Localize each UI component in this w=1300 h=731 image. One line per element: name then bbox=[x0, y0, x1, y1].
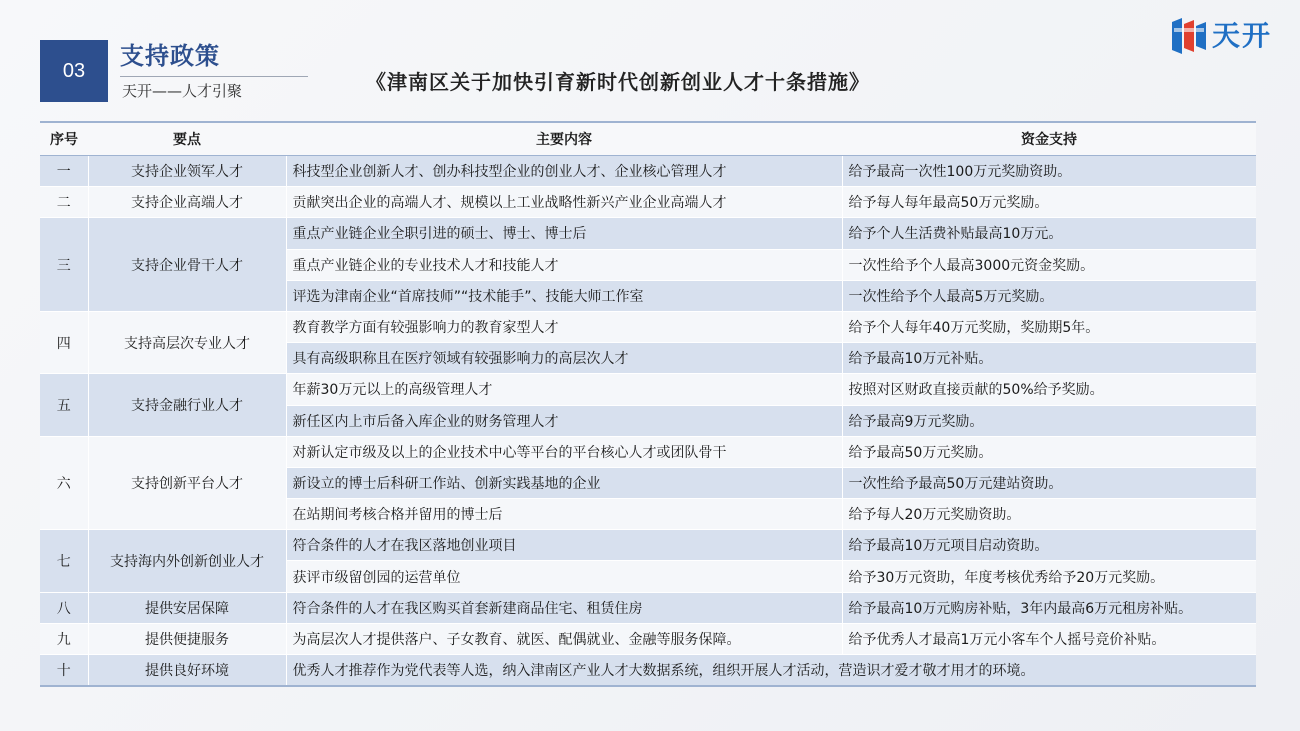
row-funding: 给予每人20万元奖励资助。 bbox=[842, 499, 1256, 530]
table-row bbox=[40, 623, 1256, 654]
row-content: 年薪30万元以上的高级管理人才 bbox=[286, 374, 842, 405]
row-content: 获评市级留创园的运营单位 bbox=[286, 561, 842, 592]
row-point: 支持海内外创新创业人才 bbox=[88, 530, 286, 592]
row-funding: 给予个人生活费补贴最高10万元。 bbox=[842, 218, 1256, 249]
row-point: 支持高层次专业人才 bbox=[88, 311, 286, 373]
row-number: 四 bbox=[40, 311, 88, 373]
row-point: 提供便捷服务 bbox=[88, 623, 286, 654]
row-point: 提供安居保障 bbox=[88, 592, 286, 623]
policy-table bbox=[40, 121, 1256, 687]
header-number: 序号 bbox=[40, 122, 88, 156]
table-header-row bbox=[40, 122, 1256, 156]
table-row bbox=[40, 374, 1256, 405]
table-row bbox=[40, 311, 1256, 342]
brand-logo-text: 天开 bbox=[1212, 19, 1273, 52]
row-number: 五 bbox=[40, 374, 88, 436]
table-row bbox=[40, 530, 1256, 561]
row-content: 符合条件的人才在我区落地创业项目 bbox=[286, 530, 842, 561]
row-funding: 给予最高10万元购房补贴，3年内最高6万元租房补贴。 bbox=[842, 592, 1256, 623]
row-point: 支持企业骨干人才 bbox=[88, 218, 286, 312]
header-funding: 资金支持 bbox=[842, 122, 1256, 156]
row-number: 二 bbox=[40, 187, 88, 218]
row-content: 优秀人才推荐作为党代表等人选，纳入津南区产业人才大数据系统，组织开展人才活动，营造识才爱才敬才用才的环境。 bbox=[286, 655, 1256, 687]
row-number: 六 bbox=[40, 436, 88, 530]
row-content: 教育教学方面有较强影响力的教育家型人才 bbox=[286, 311, 842, 342]
header-point: 要点 bbox=[88, 122, 286, 156]
row-number: 七 bbox=[40, 530, 88, 592]
row-content: 贡献突出企业的高端人才、规模以上工业战略性新兴产业企业高端人才 bbox=[286, 187, 842, 218]
section-divider bbox=[120, 76, 308, 77]
row-content: 科技型企业创新人才、创办科技型企业的创业人才、企业核心管理人才 bbox=[286, 156, 842, 187]
row-content: 在站期间考核合格并留用的博士后 bbox=[286, 499, 842, 530]
row-number: 九 bbox=[40, 623, 88, 654]
row-point: 支持金融行业人才 bbox=[88, 374, 286, 436]
table-row bbox=[40, 436, 1256, 467]
table-row bbox=[40, 218, 1256, 249]
row-funding: 给予最高9万元奖励。 bbox=[842, 405, 1256, 436]
row-funding: 按照对区财政直接贡献的50%给予奖励。 bbox=[842, 374, 1256, 405]
row-funding: 给予最高10万元项目启动资助。 bbox=[842, 530, 1256, 561]
row-funding: 给予最高一次性100万元奖励资助。 bbox=[842, 156, 1256, 187]
row-number: 十 bbox=[40, 655, 88, 687]
header-content: 主要内容 bbox=[286, 122, 842, 156]
row-funding: 给予最高50万元奖励。 bbox=[842, 436, 1256, 467]
row-number: 八 bbox=[40, 592, 88, 623]
row-funding: 给予优秀人才最高1万元小客车个人摇号竞价补贴。 bbox=[842, 623, 1256, 654]
row-content: 新任区内上市后备入库企业的财务管理人才 bbox=[286, 405, 842, 436]
table-row bbox=[40, 187, 1256, 218]
row-content: 具有高级职称且在医疗领域有较强影响力的高层次人才 bbox=[286, 343, 842, 374]
row-funding: 一次性给予个人最高3000元资金奖励。 bbox=[842, 249, 1256, 280]
row-funding: 一次性给予个人最高5万元奖励。 bbox=[842, 280, 1256, 311]
row-number: 一 bbox=[40, 156, 88, 187]
table-row bbox=[40, 592, 1256, 623]
row-funding: 给予个人每年40万元奖励，奖励期5年。 bbox=[842, 311, 1256, 342]
row-content: 新设立的博士后科研工作站、创新实践基地的企业 bbox=[286, 467, 842, 498]
row-point: 支持企业高端人才 bbox=[88, 187, 286, 218]
row-point: 支持企业领军人才 bbox=[88, 156, 286, 187]
row-content: 为高层次人才提供落户、子女教育、就医、配偶就业、金融等服务保障。 bbox=[286, 623, 842, 654]
section-title: 支持政策 bbox=[120, 42, 220, 70]
row-funding: 一次性给予最高50万元建站资助。 bbox=[842, 467, 1256, 498]
row-point: 提供良好环境 bbox=[88, 655, 286, 687]
row-content: 符合条件的人才在我区购买首套新建商品住宅、租赁住房 bbox=[286, 592, 842, 623]
table-row bbox=[40, 156, 1256, 187]
row-number: 三 bbox=[40, 218, 88, 312]
row-funding: 给予30万元资助，年度考核优秀给予20万元奖励。 bbox=[842, 561, 1256, 592]
table-row bbox=[40, 655, 1256, 687]
section-number-badge: 03 bbox=[40, 40, 108, 102]
row-content: 评选为津南企业“首席技师”“技术能手”、技能大师工作室 bbox=[286, 280, 842, 311]
document-title: 《津南区关于加快引育新时代创新创业人才十条措施》 bbox=[366, 70, 870, 94]
row-funding: 给予每人每年最高50万元奖励。 bbox=[842, 187, 1256, 218]
row-content: 对新认定市级及以上的企业技术中心等平台的平台核心人才或团队骨干 bbox=[286, 436, 842, 467]
row-funding: 给予最高10万元补贴。 bbox=[842, 343, 1256, 374]
row-content: 重点产业链企业的专业技术人才和技能人才 bbox=[286, 249, 842, 280]
section-subtitle: 天开——人才引聚 bbox=[122, 82, 243, 100]
row-content: 重点产业链企业全职引进的硕士、博士、博士后 bbox=[286, 218, 842, 249]
row-point: 支持创新平台人才 bbox=[88, 436, 286, 530]
